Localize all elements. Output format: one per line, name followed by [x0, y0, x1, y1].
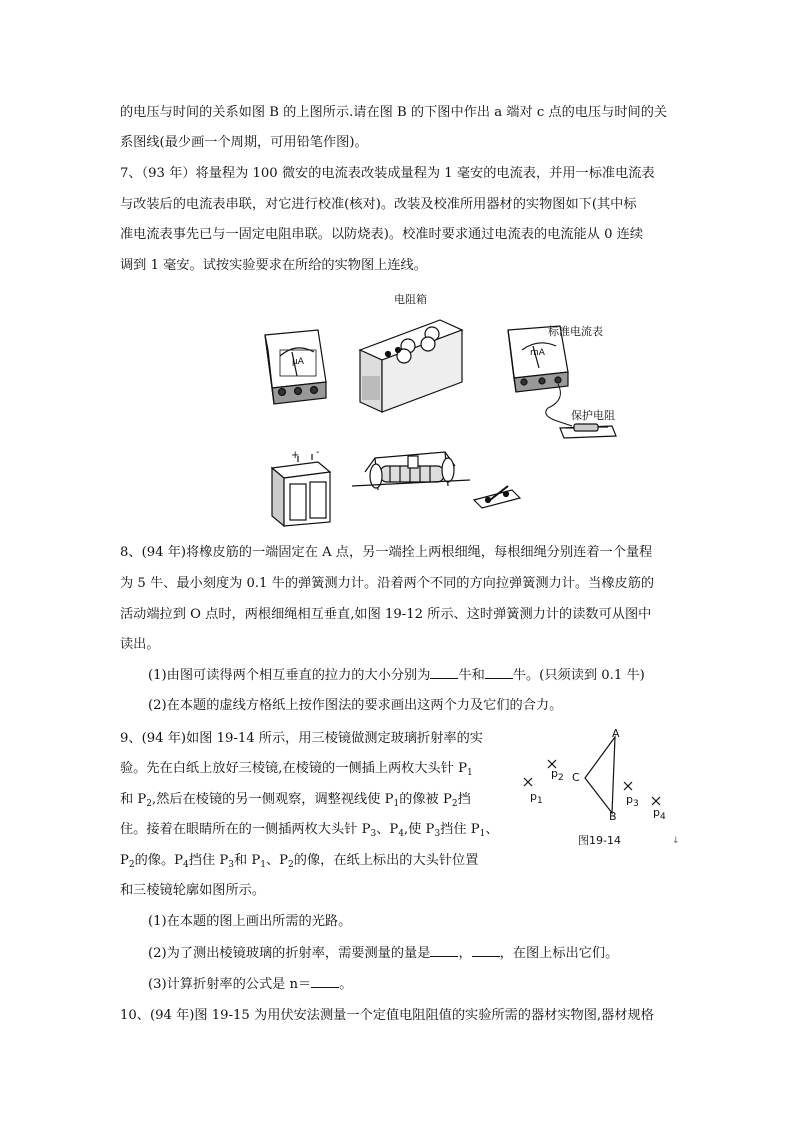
figure-caption: 图19-14: [578, 834, 621, 847]
paragraph-mark-icon: ↓: [672, 836, 680, 846]
q8-sub-1: (1)由图可读得两个相互垂直的拉力的大小分别为 牛和 牛。(只须读到 0.1 牛): [148, 668, 645, 683]
q8-line-1: 8、(94 年)将橡皮筋的一端固定在 A 点，另一端拴上两根细绳，每根细绳分别连着一个量程: [120, 545, 653, 560]
pin-p1-cross-icon: [524, 778, 532, 786]
answer-blank[interactable]: [485, 667, 513, 679]
protective-resistor-icon: [560, 424, 616, 438]
battery-icon: [272, 447, 330, 526]
svg-text:-: -: [316, 447, 320, 458]
switch-icon: [474, 486, 520, 508]
standard-ammeter-label: 标准电流表: [548, 325, 603, 338]
vertex-a-label: A: [612, 727, 620, 740]
q7-equipment-figure: [0, 290, 794, 530]
pin-p4-label: $p_4$: [653, 806, 666, 822]
answer-blank[interactable]: [430, 667, 458, 679]
q9-sub-2: (2)为了测出棱镜玻璃的折射率，需要测量的量是 ， ，在图上标出它们。: [148, 946, 619, 961]
q9-sub-3: (3)计算折射率的公式是 n＝ 。: [148, 977, 353, 992]
q9-line-6: 和三棱镜轮廓如图所示。: [120, 883, 266, 898]
q7-line-3: 准电流表事先已与一固定电阻串联。以防烧表)。校准时要求通过电流表的电流能从 0 连续: [120, 227, 644, 242]
q9-line-5: $P_2$的像。$P_4$挡住 $P_3$和 $P_1$、$P_2$的像，在纸上标出的大头针位置: [120, 853, 479, 870]
prism-outline: [585, 737, 615, 813]
prism-figure: [510, 720, 680, 850]
q7-line-4: 调到 1 毫安。试按实验要求在所给的实物图上连线。: [120, 258, 427, 273]
vertex-c-label: C: [572, 771, 580, 784]
q9-line-2: 验。先在白纸上放好三棱镜,在棱镜的一侧插上两枚大头针 $P_1$: [120, 761, 473, 778]
q9-sub-1: (1)在本题的图上画出所需的光路。: [148, 914, 352, 929]
q8-sub-2: (2)在本题的虚线方格纸上按作图法的要求画出这两个力及它们的合力。: [148, 698, 563, 713]
answer-blank[interactable]: [311, 976, 339, 988]
protective-resistor-label: 保护电阻: [571, 409, 615, 422]
q7-line-1: 7、（93 年）将量程为 100 微安的电流表改装成量程为 1 毫安的电流表，并用一标准电流表: [120, 166, 655, 181]
q6-line-1: 的电压与时间的关系如图 B 的上图所示.请在图 B 的下图中作出 a 端对 c 点的电压与时间的关: [120, 105, 668, 120]
resistance-box-label: 电阻箱: [394, 293, 427, 306]
standard-ammeter-icon: [508, 326, 572, 426]
microammeter-icon: [265, 330, 326, 404]
answer-blank[interactable]: [472, 945, 500, 957]
rheostat-icon: [352, 452, 470, 490]
pin-p1-label: $p_1$: [530, 790, 543, 806]
q8-line-2: 为 5 牛、最小刻度为 0.1 牛的弹簧测力计。沿着两个不同的方向拉弹簧测力计。当橡皮筋的: [120, 576, 655, 591]
q9-line-1: 9、(94 年)如图 19-14 所示，用三棱镜做测定玻璃折射率的实: [120, 731, 483, 746]
q9-line-4: 住。接着在眼睛所在的一侧插两枚大头针 $P_3$、$P_4$,使 $P_3$挡住 $P_1$、: [120, 822, 499, 839]
svg-text:+: +: [291, 450, 300, 461]
q9-line-3: 和 $P_2$,然后在棱镜的另一侧观察，调整视线使 $P_1$的像被 $P_2$挡: [120, 792, 471, 809]
q7-line-2: 与改装后的电流表串联，对它进行校准(核对)。改装及校准所用器材的实物图如下(其中标: [120, 197, 637, 212]
answer-blank[interactable]: [430, 945, 458, 957]
standard-ammeter-scale-label: mA: [530, 348, 545, 358]
microammeter-scale-label: μA: [292, 357, 304, 367]
pin-p2-label: $p_2$: [551, 767, 564, 783]
pin-p4-cross-icon: [652, 797, 660, 805]
resistance-box-icon: [360, 320, 462, 412]
vertex-b-label: B: [609, 810, 617, 823]
q10-line-1: 10、(94 年)图 19-15 为用伏安法测量一个定值电阻阻值的实验所需的器材实物图,器材规格: [120, 1008, 654, 1023]
q6-line-2: 系图线(最少画一个周期，可用铅笔作图)。: [120, 135, 368, 150]
q8-line-3: 活动端拉到 O 点时，两根细绳相互垂直,如图 19-12 所示、这时弹簧测力计的读数可从图中: [120, 607, 652, 622]
q8-line-4: 读出。: [120, 637, 160, 652]
pin-p3-cross-icon: [624, 782, 632, 790]
pin-p3-label: $p_3$: [626, 793, 639, 809]
